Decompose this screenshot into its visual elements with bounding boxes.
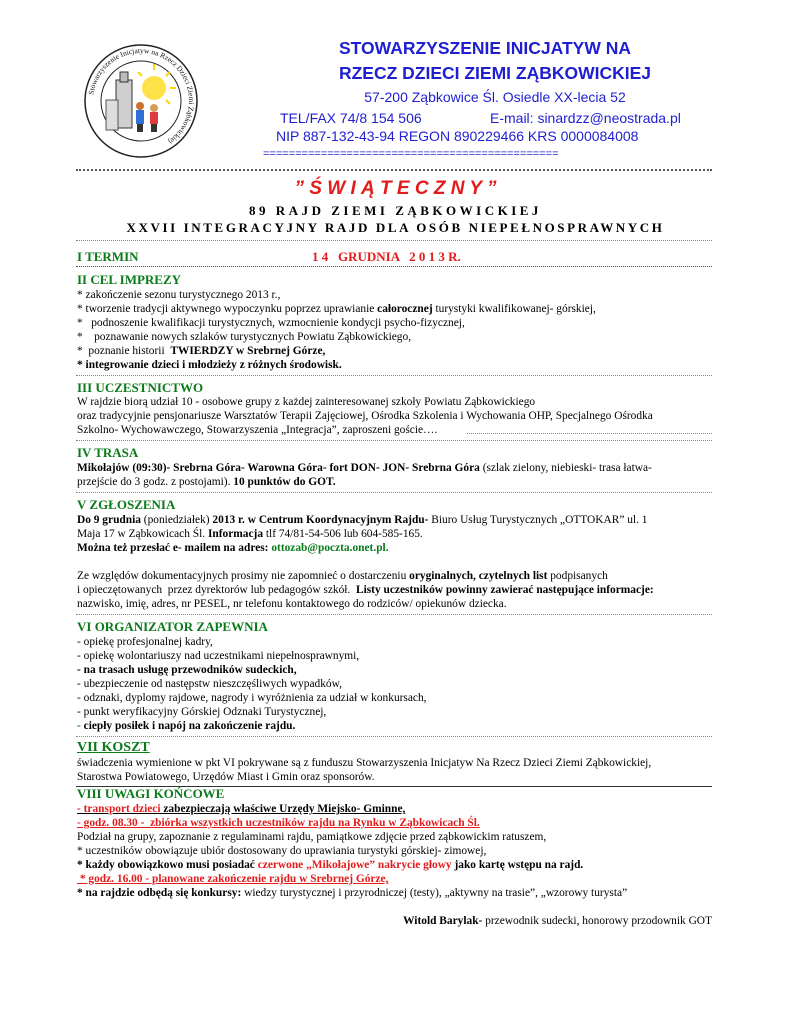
header-divider <box>76 169 712 171</box>
cel-line-5: * poznanie historii TWIERDZY w Srebrnej Górze, <box>77 345 326 357</box>
termin-label: I TERMIN <box>77 249 139 264</box>
event-title: ” Ś W I Ą T E C Z N Y ” <box>294 178 497 199</box>
event-subtitle-1: 89 RAJD ZIEMI ZĄBKOWICKIEJ <box>249 203 542 218</box>
divider-2 <box>76 266 712 267</box>
org-name-line1: STOWARZYSZENIE INICJATYW NA <box>338 38 631 58</box>
divider-6 <box>76 614 712 615</box>
organizator-line-6: - punkt weryfikacyjny Górskiej Odznaki Turystycznej, <box>77 706 327 718</box>
uczestnictwo-line-3-leader <box>467 433 712 434</box>
org-email[interactable]: E-mail: sinardzz@neostrada.pl <box>490 110 681 126</box>
org-name-line2: RZECZ DZIECI ZIEMI ZĄBKOWICKIEJ <box>338 63 652 83</box>
organizator-line-5: - odznaki, dyplomy rajdowe, nagrody i wyróżnienia za udział w konkursach, <box>77 692 427 704</box>
signature-name: Witold Barylak- <box>403 915 483 927</box>
uwagi-heading: VIII UWAGI KOŃCOWE <box>77 786 225 801</box>
organizator-heading: VI ORGANIZATOR ZAPEWNIA <box>77 619 268 634</box>
cel-line-6: * integrowanie dzieci i młodzieży z różnych środowisk. <box>77 359 342 371</box>
divider-4 <box>76 440 712 441</box>
cel-line-2: * tworzenie tradycji aktywnego wypoczynku poprzez uprawianie całorocznej turystyki kwalifikowanej- górskiej, <box>77 303 596 315</box>
divider-7 <box>76 736 712 737</box>
divider-5 <box>76 492 712 493</box>
koszt-line-1: świadczenia wymienione w pkt VI pokrywane są z funduszu Stowarzyszenia Inicjatyw Na Rzecz Dzieci Ziemi Ząbkowickiej, <box>77 757 652 769</box>
koszt-line-2: Starostwa Powiatowego, Urzędów Miast i Gmin oraz sponsorów. <box>77 771 375 783</box>
org-tel: TEL/FAX 74/8 154 506 <box>280 110 422 126</box>
cel-heading: II CEL IMPREZY <box>77 272 182 287</box>
uczestnictwo-line-2: oraz tradycyjnie pensjonariusze Warsztatów Terapii Zajęciowej, Ośrodka Szkolenia i Wychowania OHP, Specjalnego Ośrodka <box>77 410 653 422</box>
zgloszenia-line-6: nazwisko, imię, adres, nr PESEL, nr telefonu kontaktowego do rodziców/ opiekunów dziecka. <box>77 598 507 610</box>
uwagi-line-7: * na rajdzie odbędą się konkursy: wiedzy turystycznej i przyrodniczej (testy), „aktywny na trasie”, „wzorowy turysta” <box>77 887 628 899</box>
zgloszenia-heading: V ZGŁOSZENIA <box>77 497 176 512</box>
uczestnictwo-line-3: Szkolno- Wychowawczego, Stowarzyszenia „Integracja”, zaproszeni goście…. <box>77 424 438 436</box>
organizator-line-3: - na trasach usługę przewodników sudeckich, <box>77 664 297 676</box>
organizator-line-7: - ciepły posiłek i napój na zakończenie rajdu. <box>77 720 296 732</box>
divider-1 <box>76 240 712 241</box>
cel-line-1: * zakończenie sezonu turystycznego 2013 r., <box>77 289 281 301</box>
cel-line-4: * poznawanie nowych szlaków turystycznych Powiatu Ząbkowickiego, <box>77 331 412 343</box>
cel-line-3: * podnoszenie kwalifikacji turystycznych, wzmocnienie kondycji psycho-fizycznej, <box>77 317 465 329</box>
trasa-heading: IV TRASA <box>77 445 139 460</box>
uwagi-line-3: Podział na grupy, zapoznanie z regulaminami rajdu, pamiątkowe zdjęcie przed ząbkowickim ratuszem, <box>77 831 547 843</box>
uwagi-line-4: * uczestników obowiązuje ubiór dostosowany do uprawiania turystyki górskiej- zimowej, <box>77 845 487 857</box>
zgloszenia-line-1: Do 9 grudnia (poniedziałek) 2013 r. w Centrum Koordynacyjnym Rajdu- Biuro Usług Turystycznych „OTTOKAR” ul. 1 <box>77 514 648 526</box>
organizator-line-2: - opiekę wolontariuszy nad uczestnikami niepełnosprawnymi, <box>77 650 360 662</box>
signature-role: przewodnik sudecki, honorowy przodownik GOT <box>482 915 712 927</box>
contact-email-link[interactable]: ottozab@poczta.onet.pl. <box>271 542 389 554</box>
logo-ring-text: Stowarzyszenie Inicjatyw na Rzecz Dzieci Ziemi Ząbkowickiej <box>86 45 197 147</box>
event-subtitle-2: XXVII INTEGRACYJNY RAJD DLA OSÓB NIEPEŁNOSPRAWNYCH <box>126 220 665 235</box>
logo-graphic <box>82 42 200 160</box>
zgloszenia-line-4: Ze względów dokumentacyjnych prosimy nie zapomnieć o dostarczeniu oryginalnych, czytelnych list podpisanych <box>77 570 608 582</box>
uwagi-line-5: * każdy obowiązkowo musi posiadać czerwone „Mikołajowe” nakrycie głowy jako kartę wstępu na rajd. <box>77 859 584 871</box>
divider-3 <box>76 375 712 376</box>
trasa-line-1: Mikołajów (09:30)- Srebrna Góra- Warowna Góra- fort DON- JON- Srebrna Góra (szlak zielony, niebieski- trasa łatwa- <box>77 462 652 474</box>
organizator-line-1: - opiekę profesjonalnej kadry, <box>77 636 213 648</box>
uczestnictwo-heading: III UCZESTNICTWO <box>77 380 204 395</box>
signature <box>403 915 712 927</box>
zgloszenia-line-5: i opieczętowanych przez dyrektorów lub pedagogów szkół. Listy uczestników powinny zawierać następujące informacje: <box>77 584 654 596</box>
koszt-heading: VII KOSZT <box>77 740 150 755</box>
uwagi-line-1: - transport dzieci zabezpieczają właściwe Urzędy Miejsko- Gminne, <box>77 803 406 815</box>
uwagi-line-2: - godz. 08.30 - zbiórka wszystkich uczestników rajdu na Rynku w Ząbkowicach Śl. <box>77 817 480 829</box>
uwagi-line-6: * godz. 16.00 - planowane zakończenie rajdu w Srebrnej Górze, <box>77 873 389 885</box>
organization-logo <box>82 42 200 160</box>
termin-date: 1 4 GRUDNIA 2 0 1 3 R. <box>312 249 461 264</box>
trasa-line-2: przejście do 3 godz. z postojami). 10 punktów do GOT. <box>77 476 336 488</box>
header-equals-line: ============================================== <box>263 148 559 160</box>
zgloszenia-line-2: Maja 17 w Ząbkowicach Śl. Informacja tlf 74/81-54-506 lub 604-585-165. <box>77 528 423 540</box>
org-address: 57-200 Ząbkowice Śl. Osiedle XX-lecia 52 <box>364 89 626 105</box>
zgloszenia-line-3: Można też przesłać e- mailem na adres: ottozab@poczta.onet.pl. <box>77 542 389 554</box>
organizator-line-4: - ubezpieczenie od następstw nieszczęśliwych wypadków, <box>77 678 342 690</box>
uczestnictwo-line-1: W rajdzie biorą udział 10 - osobowe grupy z każdej zainteresowanej szkoły Powiatu Ząbkowickiego <box>77 396 536 408</box>
org-ids: NIP 887-132-43-94 REGON 890229466 KRS 0000084008 <box>276 128 639 144</box>
